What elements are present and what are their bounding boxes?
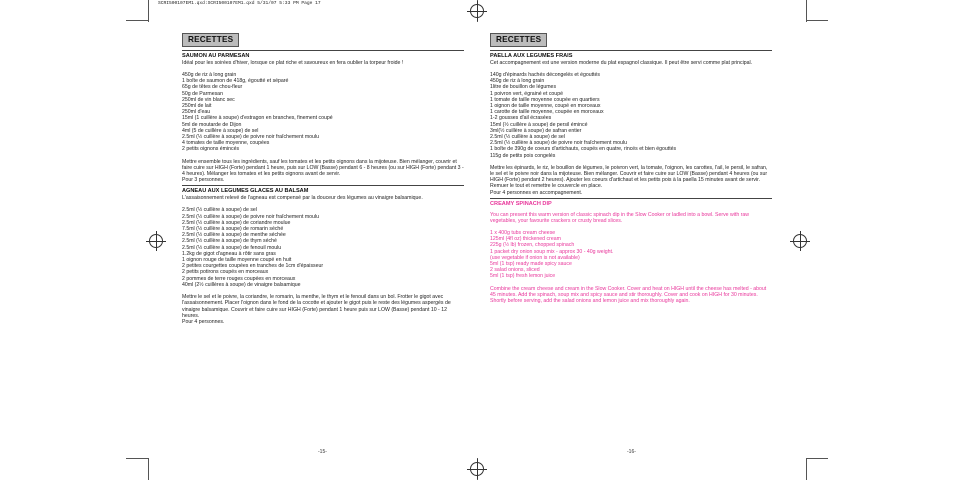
crop-mark xyxy=(126,20,148,21)
recipe-title: SAUMON AU PARMESAN xyxy=(182,52,250,59)
crop-mark xyxy=(148,0,149,22)
page-number: -16- xyxy=(627,449,636,455)
right-page xyxy=(490,33,772,304)
recipe-method: Combine the cream cheese and cream in the Slow Cooker. Cover and heat on HIGH until the cheese has melted - about 45 minutes. Add the spinach, soup mix and spicy sauce and stir thoroughly. Cover and cook on HIGH for 30 minutes. Shortly before serving, add the salad onions and lemon juice and mix thoroughly again. xyxy=(490,285,768,305)
crop-mark xyxy=(806,0,807,22)
registration-mark-right xyxy=(793,234,807,248)
ingredient-list: 1 x 400g tubs cream cheese 125ml (4fl oz) thickened cream 225g (½ lb) frozen, chopped spinach 1 packet dry onion soup mix - approx 30 - 40g weight. (use vegetable if onion is not available) 5ml (1 tsp) ready made spicy sauce 2 salad onions, sliced 5ml (1 tsp) fresh lemon juice xyxy=(490,230,614,280)
divider xyxy=(490,50,772,51)
registration-mark-bottom xyxy=(470,462,484,476)
recipe-intro: Cet accompagnement est une version moderne du plat espagnol classique. Il peut être servi comme plat principal. xyxy=(490,59,753,66)
recipe-method: Mettre le sel et le poivre, la coriandre, le romarin, la menthe, le thym et le fenouil dans un bol. Frotter le gigot avec l'assaisonnement. Placer l'oignon dans le fond de la cocotte et ajouter le gigot puis le reste des légumes aspergés de vinaigre balsamique. Couvrir et faire cuire sur HIGH (Forte) pendant 1 heure puis sur LOW (Basse) pendant 10 - 12 heures. Pour 4 personnes. xyxy=(182,294,451,325)
ingredient-list: 450g de riz à long grain 1 boîte de saumon de 418g, égoutté et séparé 65g de têtes de chou-fleur 50g de Parmesan 250ml de vin blanc sec 250ml de lait 250ml d'eau 15ml (1 cuillère à soupe) d'estragon en branches, finement coupé 5ml de moutarde de Dijon 4ml (5 de cuillère à soupe) de sel 2.5ml (½ cuillère à soupe) de poivre noir fraîchement moulu 4 tomates de taille moyenne, coupées 2 petits oignons émincés xyxy=(182,72,333,153)
crop-mark xyxy=(148,458,149,480)
left-page xyxy=(182,33,464,325)
recipe-intro: L'assaisonnement relevé de l'agneau est compensé par la douceur des légumes au vinaigre balsamique. xyxy=(182,195,423,202)
registration-mark-top xyxy=(470,4,484,18)
recipe-method: Mettre ensemble tous les ingrédients, sauf les tomates et les petits oignons dans la mijoteuse. Bien mélanger, couvrir et faire cuire sur HIGH (Forte) pendant 1 heure, puis sur LOW (Basse) pendant 6 - 8 heures (ou sur HIGH (Forte) pendant 3 - 4 heures). Mélanger les tomates et les petits oignons avant de servir. Pour 3 personnes. xyxy=(182,158,464,184)
recipe-method: Mettre les épinards, le riz, le bouillon de légumes, le poivron vert, la tomate, l'oignon, les carottes, l'ail, le persil, le safran, le sel et le poivre noir dans la mijoteuse. Bien mélanger. Couvrir et faire cuire sur LOW (Basse) pendant 4 heures (ou sur HIGH (Forte) pendant 2 heures). Ajouter les coeurs d'artichaut et les petits pois à la paella 15 minutes avant de servir. Remuer le tout et remettre le couvercle en place. Pour 4 personnes en accompagnement. xyxy=(490,164,768,196)
crop-mark xyxy=(806,20,828,21)
crop-mark xyxy=(806,458,807,480)
page-number: -15- xyxy=(318,449,327,455)
registration-mark-left xyxy=(149,234,163,248)
divider xyxy=(490,198,772,199)
ingredient-list: 140g d'épinards hachés décongelés et égouttés 450g de riz à long grain 1litre de bouillon de légumes 1 poivron vert, égrainé et coupé 1 tomate de taille moyenne coupée en quartiers 1 oignon de taille moyenne, coupé en morceaux 1 carotte de taille moyenne, coupée en morceaux 1-2 gousses d'ail écrasées 15ml (½ cuillère à soupe) de persil émincé 3ml(½ cuillère à soupe) de safran entier 2.5ml (½ cuillère à soupe) de sel 2.5ml (½ cuillère à soupe) de poivre noir fraîchement moulu 1 boîte de 390g de coeurs d'artichauts, coupés en quatre, rincés et bien égouttés 115g de petits pois congelés xyxy=(490,72,677,159)
divider xyxy=(182,185,464,186)
crop-mark xyxy=(126,458,148,459)
recipe-intro: Idéal pour les soirées d'hiver, lorsque ce plat riche et savoureux en fera oublier la torpeur froide ! xyxy=(182,59,404,66)
crop-mark xyxy=(806,458,828,459)
ingredient-list: 2.5ml (½ cuillère à soupe) de sel 2.5ml (½ cuillère à soupe) de poivre noir fraîchement moulu 2.5ml (½ cuillère à soupe) de coriandre moulue 7.5ml (½ cuillère à soupe) de romarin séché 2.5ml (½ cuillère à soupe) de menthe séchée 2.5ml (½ cuillère à soupe) de thym séché 2.5ml (½ cuillère à soupe) de fenouil moulu 1.2kg de gigot d'agneau à rôtir sans gras 1 oignon rouge de taille moyenne coupé en huit 2 petites courgettes coupées en tranches de 1cm d'épaisseur 2 petits potirons coupés en morceaux 2 pommes de terre rouges coupées en morceaux 40ml (2½ cuillères à soupe) de vinaigre balsamique xyxy=(182,207,324,288)
divider xyxy=(182,50,464,51)
recipe-title: PAELLA AUX LEGUMES FRAIS xyxy=(490,52,573,59)
recipe-intro: You can present this warm version of classic spinach dip in the Slow Cooker or ladled into a bowl. Serve with raw vegetables, your favourite crackers or crusty bread slices. xyxy=(490,211,751,224)
recipe-title: CREAMY SPINACH DIP xyxy=(490,200,552,207)
section-badge: RECETTES xyxy=(182,33,239,47)
section-badge: RECETTES xyxy=(490,33,547,47)
recipe-title: AGNEAU AUX LEGUMES GLACES AU BALSAM xyxy=(182,188,309,195)
print-slug: SCRI500107EM1.qxd:SCRI500107EM1.qxd 5/31/07 5:33 PM Page 17 xyxy=(158,1,321,6)
